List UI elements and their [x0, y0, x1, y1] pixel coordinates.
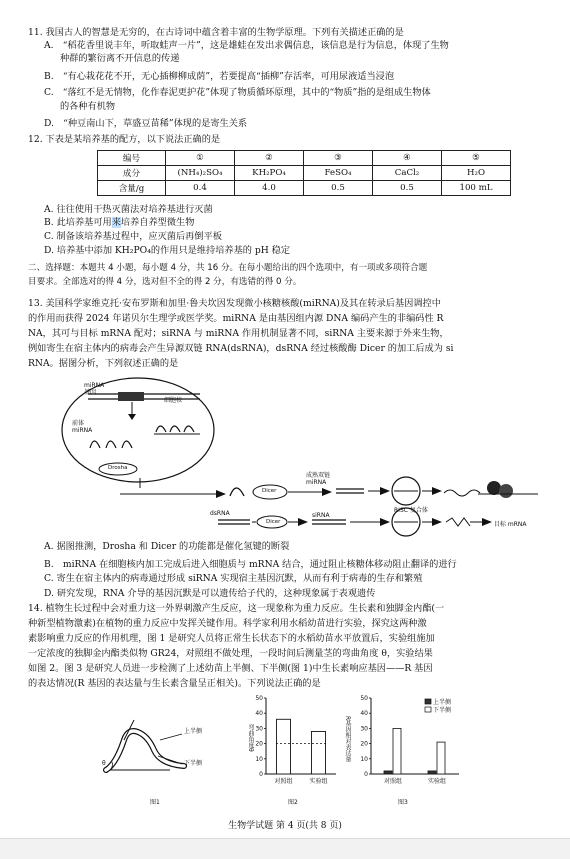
table-row [98, 181, 511, 196]
q13-option-d: D. 研究发现，RNA 介导的基因沉默是可以遗传给子代的，这种现象属于表观遗传 [44, 588, 376, 599]
y-tick-label: 10 [255, 755, 263, 763]
q13-option-a: A. 据图推测，Drosha 和 Dicer 的功能都是催化氢键的断裂 [44, 541, 290, 552]
q12-option-d: D. 培养基中添加 KH₂PO₄的作用只是维持培养基的 pH 稳定 [44, 245, 291, 256]
label-target-mrna: 目标 mRNA [494, 521, 527, 528]
y-tick-label: 10 [360, 755, 368, 763]
label-dsrna: dsRNA [210, 510, 230, 517]
y-tick-label: 40 [255, 710, 263, 718]
q13-stem-2: 的作用而获得 2024 年诺贝尔生理学或医学奖。miRNA 是由基因组内源 DNA 编码产生的非编码性 R [28, 313, 444, 324]
page-footer: 生物学试题 第 4 页(共 8 页) [228, 821, 342, 831]
q13-option-c: C. 寄生在宿主体内的病毒通过形成 siRNA 实现宿主基因沉默，从而有利于病毒的生存和繁殖 [44, 573, 423, 584]
x-tick-label: 对照组 [274, 778, 293, 785]
legend-label: 上半侧 [433, 699, 452, 706]
bar-上半侧 [384, 771, 392, 774]
table-cell: 0.4 [166, 181, 235, 196]
table-cell: 100 mL [442, 181, 511, 196]
label-mature-mirna: 成熟双链 miRNA [306, 472, 331, 486]
q11-option-c-cont: 的各种有机物 [60, 101, 116, 112]
q14-stem-4: 一定浓度的独脚金内酯类似物 GR24，对照组不做处理，一段时间后测量茎的弯曲角度 θ，实验结果 [28, 648, 433, 659]
q13-stem-4: 例如寄生在宿主体内的病毒会产生异源双链 RNA(dsRNA)，dsRNA 经过核酸酶 Dicer 的加工后成为 si [28, 343, 454, 354]
y-tick-label: 0 [364, 771, 368, 778]
x-tick-label: 对照组 [383, 778, 403, 785]
q12-table [97, 150, 511, 196]
fig2-caption: 图2 [288, 799, 298, 806]
ribosome-icon [487, 481, 501, 495]
q11-option-c: C. “落红不是无情物，化作春泥更护花”体现了物质循环原理，其中的“物质”指的是组成生物体 [44, 87, 431, 98]
table-cell: 4.0 [235, 181, 304, 196]
label-precursor: 前体 miRNA [72, 420, 93, 434]
fig1-upper-label: 上半侧 [184, 728, 203, 735]
label-nucleus: 细胞核 [164, 397, 183, 404]
q11-option-a-cont: 种群的繁衍离不开信息的传递 [60, 53, 180, 64]
fig3-ylabel: R基因相对表达量 [344, 716, 351, 763]
bar [277, 719, 291, 774]
label-drosha: Drosha [108, 465, 128, 471]
q14-stem-3: 素影响重力反应的作用机理，图 1 是研究人员将正常生长状态下的水稻幼苗水平放置后，实验组施加 [28, 633, 435, 644]
y-tick-label: 0 [259, 771, 263, 778]
y-tick-label: 30 [255, 725, 263, 733]
section-heading-cont: 目要求。全部选对的得 4 分，选对但不全的得 2 分，有选错的得 0 分。 [28, 277, 302, 287]
q14-stem-2: 种新型植物激素)在植物的重力反应中发挥关键作用。科学家利用水稻幼苗进行实验，探究这两种激 [28, 618, 427, 629]
q11-option-b: B. “有心栽花花不开，无心插柳柳成荫”，若要提高“插柳”存活率，可用尿液适当浸泡 [44, 71, 395, 82]
fig2-chart [240, 690, 340, 794]
q12-option-a: A. 往往使用干热灭菌法对培养基进行灭菌 [44, 204, 213, 215]
table-cell: ④ [373, 151, 442, 166]
fig1-seedling [100, 700, 230, 790]
table-row [98, 166, 511, 181]
bar [312, 731, 326, 774]
q12-stem: 12. 下表是某培养基的配方，以下说法正确的是 [28, 134, 221, 145]
q11-stem: 11. 我国古人的智慧是无穷的，在古诗词中蕴含着丰富的生物学原理。下列有关描述正确的是 [28, 27, 404, 38]
viewer-bottom-bar [0, 838, 570, 859]
fig2-ylabel: 弯曲角度θ [247, 724, 254, 752]
q13-option-b: B. miRNA 在细胞核内加工完成后进入细胞质与 mRNA 结合，通过阻止核糖体移动阻止翻译的进行 [44, 559, 457, 570]
table-cell: 0.5 [373, 181, 442, 196]
legend-swatch [425, 707, 431, 712]
legend-swatch [425, 699, 431, 704]
y-tick-label: 30 [360, 725, 368, 733]
label-risc: RISC 复合体 [394, 507, 428, 514]
q13-stem-5: RNA。据图分析，下列叙述正确的是 [28, 358, 179, 369]
fig1-theta-label: θ [102, 760, 106, 767]
bar-上半侧 [428, 771, 436, 774]
x-tick-label: 实验组 [309, 778, 328, 785]
y-tick-label: 20 [360, 740, 368, 748]
table-cell: 含量/g [98, 181, 166, 196]
q11-option-d: D. “种豆南山下，草盛豆苗稀”体现的是寄生关系 [44, 118, 248, 129]
table-cell: ① [166, 151, 235, 166]
bar-下半侧 [393, 728, 401, 774]
table-cell: 编号 [98, 151, 166, 166]
bar-下半侧 [437, 742, 445, 774]
table-cell: ⑤ [442, 151, 511, 166]
table-cell: (NH₄)₂SO₄ [166, 166, 235, 181]
table-cell: ③ [304, 151, 373, 166]
y-tick-label: 50 [255, 695, 263, 702]
table-cell: KH₂PO₄ [235, 166, 304, 181]
section-heading: 二、选择题：本题共 4 小题，每小题 4 分，共 16 分。在每小题给出的四个选项中，有一项或多项符合题 [28, 263, 428, 273]
fig1-lower-label: 下半侧 [184, 760, 203, 767]
q12-option-b-post: 培养自养型微生物 [120, 217, 195, 228]
table-row [98, 151, 511, 166]
table-cell: ② [235, 151, 304, 166]
y-tick-label: 50 [360, 695, 368, 702]
q11-option-a: A. “稻花香里说丰年，听取蛙声一片”，这是雄蛙在发出求偶信息，该信息是行为信息，体现了生物 [44, 40, 449, 51]
text-highlight: 来 [111, 217, 121, 228]
y-tick-label: 40 [360, 710, 368, 718]
q13-diagram [60, 372, 540, 542]
y-tick-label: 20 [255, 740, 263, 748]
q14-stem-6: 的表达情况(R 基因的表达量与生长素含量呈正相关)。下列说法正确的是 [28, 678, 321, 689]
label-dicer: Dicer [262, 488, 277, 494]
fig1-caption: 图1 [150, 799, 160, 806]
ribosome-icon [499, 484, 513, 498]
q14-stem: 14. 植物生长过程中会对重力这一外界刺激产生反应，这一现象称为重力反应。生长素和独脚金内酯(一 [28, 603, 445, 614]
fig3-chart [345, 690, 465, 794]
q14-stem-5: 如图 2。图 3 是研究人员进一步检测了上述幼苗上半侧、下半侧(图 1)中生长素响应基因——R 基因 [28, 663, 433, 674]
precursor-hairpin [90, 441, 132, 448]
table-cell: FeSO₄ [304, 166, 373, 181]
label-sirna: siRNA [312, 512, 330, 519]
label-mirna-gene: miRNA 基因 [84, 382, 105, 396]
q13-stem-3: NA，其可与目标 mRNA 配对；siRNA 与 miRNA 作用机制显著不同，siRNA 主要来源于外来生物， [28, 328, 449, 339]
mirna-gene-block [118, 392, 144, 401]
transcript-hairpin [156, 426, 194, 432]
q12-option-b-pre: B. 此培养基可用 [44, 217, 112, 228]
x-tick-label: 实验组 [427, 778, 447, 785]
table-cell: CaCl₂ [373, 166, 442, 181]
table-cell: H₂O [442, 166, 511, 181]
table-cell: 成分 [98, 166, 166, 181]
legend-label: 下半侧 [433, 707, 452, 714]
table-cell: 0.5 [304, 181, 373, 196]
fig3-caption: 图3 [398, 799, 408, 806]
label-dicer-lower: Dicer [266, 519, 281, 525]
q12-option-c: C. 制备该培养基过程中，应灭菌后再倒平板 [44, 231, 222, 242]
q12-option-b [44, 216, 194, 229]
q13-stem: 13. 美国科学家维克托·安布罗斯和加里·鲁夫坎因发现微小核糖核酸(miRNA)及其在转录后基因调控中 [28, 298, 441, 309]
